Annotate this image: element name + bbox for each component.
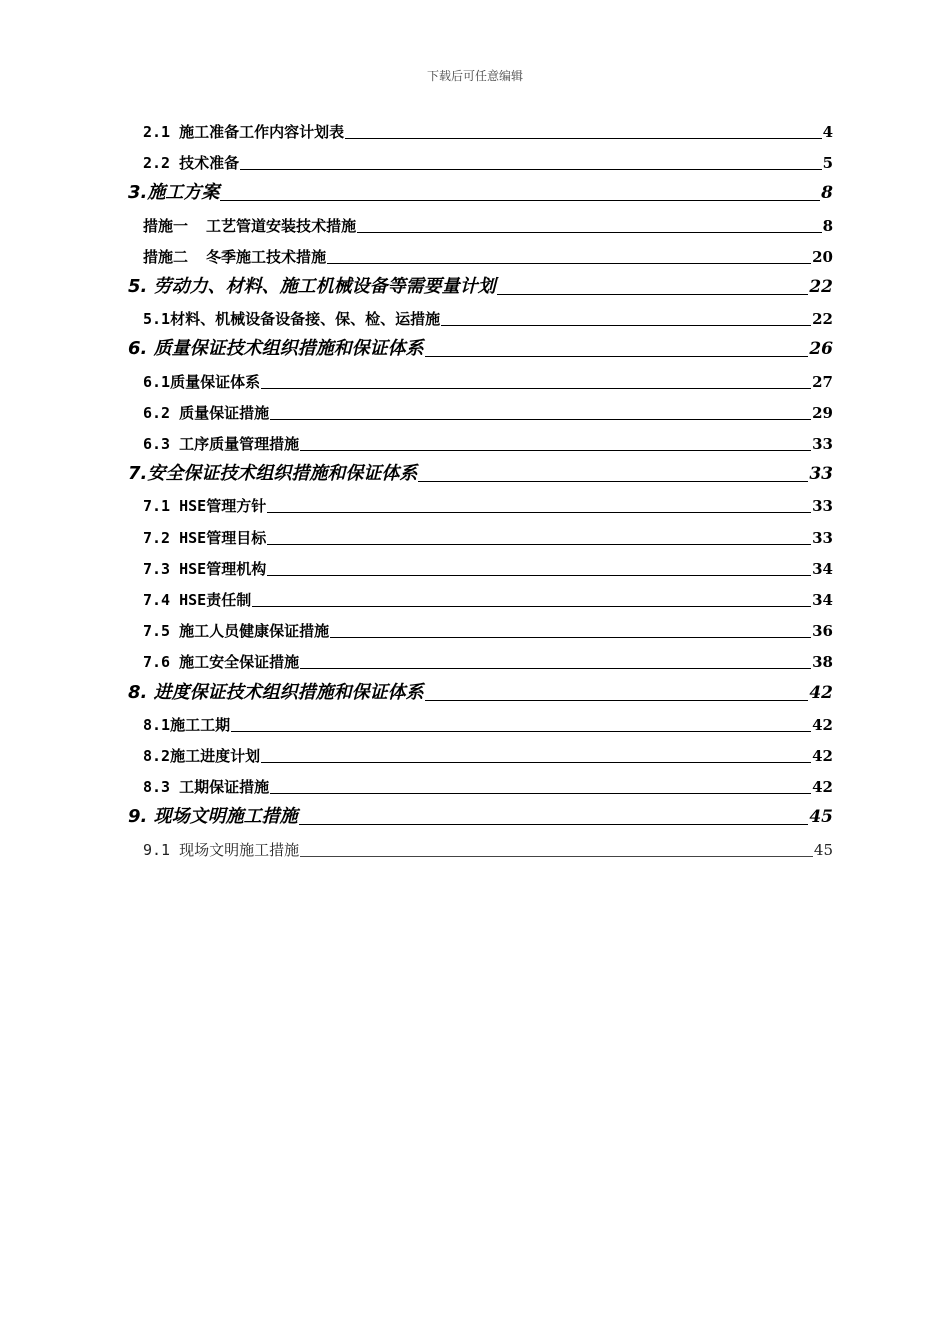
toc-leader-line [330,637,811,638]
toc-entry-label: 2.1 施工准备工作内容计划表 [143,123,345,141]
toc-entry-section[interactable] [128,459,833,485]
toc-entry-label: 8.2施工进度计划 [143,747,261,765]
toc-entry-subsection[interactable] [143,740,833,766]
toc-leader-line [261,388,811,389]
toc-page-number: 42 [812,716,833,734]
toc-entry-label: 7.5 施工人员健康保证措施 [143,622,330,640]
toc-entry-label: 6.3 工序质量管理措施 [143,435,300,453]
toc-leader-line [300,856,813,857]
toc-entry-label: 3.施工方案 [128,182,220,203]
toc-entry-label: 措施二 冬季施工技术措施 [143,248,327,266]
toc-leader-line [267,544,811,545]
toc-entry-label: 5. 劳动力、材料、施工机械设备等需要量计划 [128,276,496,297]
toc-leader-line [357,232,821,233]
toc-page-number: 45 [809,807,833,827]
toc-entry-subsection[interactable] [143,490,833,516]
toc-entry-subsection[interactable] [143,116,833,142]
toc-entry-label: 7.6 施工安全保证措施 [143,653,300,671]
toc-entry-label: 措施一 工艺管道安装技术措施 [143,217,357,235]
toc-entry-subsection[interactable] [143,397,833,423]
toc-entry-label: 6.2 质量保证措施 [143,404,270,422]
toc-entry-section[interactable] [128,678,833,704]
toc-leader-line [418,481,808,482]
toc-entry-subsection[interactable] [143,584,833,610]
toc-page-number: 33 [812,497,833,515]
toc-page-number: 38 [812,653,833,671]
toc-leader-line [220,200,820,201]
toc-page-number: 36 [812,622,833,640]
toc-page-number: 34 [812,591,833,609]
toc-entry-label: 7.安全保证技术组织措施和保证体系 [128,463,418,484]
toc-entry-subsection[interactable] [143,303,833,329]
toc-page-number: 33 [812,529,833,547]
toc-leader-line [441,325,811,326]
toc-leader-line [345,138,821,139]
toc-leader-line [327,263,811,264]
toc-page-number: 42 [809,683,833,703]
toc-entry-label: 7.1 HSE管理方针 [143,497,267,515]
toc-page-number: 5 [822,154,833,172]
toc-leader-line [252,606,811,607]
toc-entry-subsection[interactable] [143,646,833,672]
toc-entry-section[interactable] [128,334,833,360]
toc-page-number: 22 [809,277,833,297]
toc-leader-line [300,450,811,451]
toc-entry-label: 8.3 工期保证措施 [143,778,270,796]
toc-leader-line [261,762,811,763]
toc-entry-subsection[interactable] [143,771,833,797]
toc-entry-label: 9. 现场文明施工措施 [128,806,298,827]
toc-page-number: 33 [812,435,833,453]
toc-page-number: 20 [812,248,833,266]
toc-page-number: 8 [821,183,833,203]
toc-leader-line [267,575,811,576]
toc-entry-subsection[interactable] [143,615,833,641]
toc-leader-line [425,356,809,357]
toc-entry-subsection[interactable] [143,834,833,860]
toc-leader-line [425,700,809,701]
toc-entry-label: 8. 进度保证技术组织措施和保证体系 [128,682,424,703]
toc-leader-line [267,512,811,513]
toc-entry-subsection[interactable] [143,366,833,392]
toc-entry-label: 6. 质量保证技术组织措施和保证体系 [128,338,424,359]
toc-page-number: 45 [813,841,833,859]
toc-page-number: 4 [822,123,833,141]
toc-page-number: 29 [812,404,833,422]
toc-entry-section[interactable] [128,802,833,828]
toc-entry-label: 7.4 HSE责任制 [143,591,252,609]
toc-page-number: 42 [812,778,833,796]
toc-leader-line [299,824,809,825]
toc-leader-line [300,668,811,669]
toc-page-number: 27 [812,373,833,391]
toc-page-number: 8 [822,217,833,235]
toc-entry-subsection[interactable] [143,553,833,579]
toc-entry-section[interactable] [128,178,833,204]
toc-page-number: 34 [812,560,833,578]
toc-entry-subsection[interactable] [143,147,833,173]
toc-entry-subsection[interactable] [143,428,833,454]
toc-entry-label: 8.1施工工期 [143,716,231,734]
toc-entry-label: 9.1 现场文明施工措施 [143,841,300,859]
toc-page-number: 42 [812,747,833,765]
toc-entry-label: 6.1质量保证体系 [143,373,261,391]
toc-entry-subsection[interactable] [143,522,833,548]
toc-leader-line [497,294,809,295]
toc-entry-label: 7.3 HSE管理机构 [143,560,267,578]
toc-page-number: 26 [809,339,833,359]
toc-page-number: 33 [809,464,833,484]
toc-entry-subsection[interactable] [143,210,833,236]
toc-entry-subsection[interactable] [143,709,833,735]
toc-entry-label: 7.2 HSE管理目标 [143,529,267,547]
toc-page-number: 22 [812,310,833,328]
toc-leader-line [240,169,821,170]
toc-leader-line [270,419,811,420]
toc-entry-section[interactable] [128,272,833,298]
toc-leader-line [231,731,811,732]
page-header: 下载后可任意编辑 [426,69,523,83]
toc-entry-label: 2.2 技术准备 [143,154,240,172]
toc-entry-subsection[interactable] [143,241,833,267]
toc-leader-line [270,793,811,794]
toc-entry-label: 5.1材料、机械设备设备接、保、检、运措施 [143,310,441,328]
